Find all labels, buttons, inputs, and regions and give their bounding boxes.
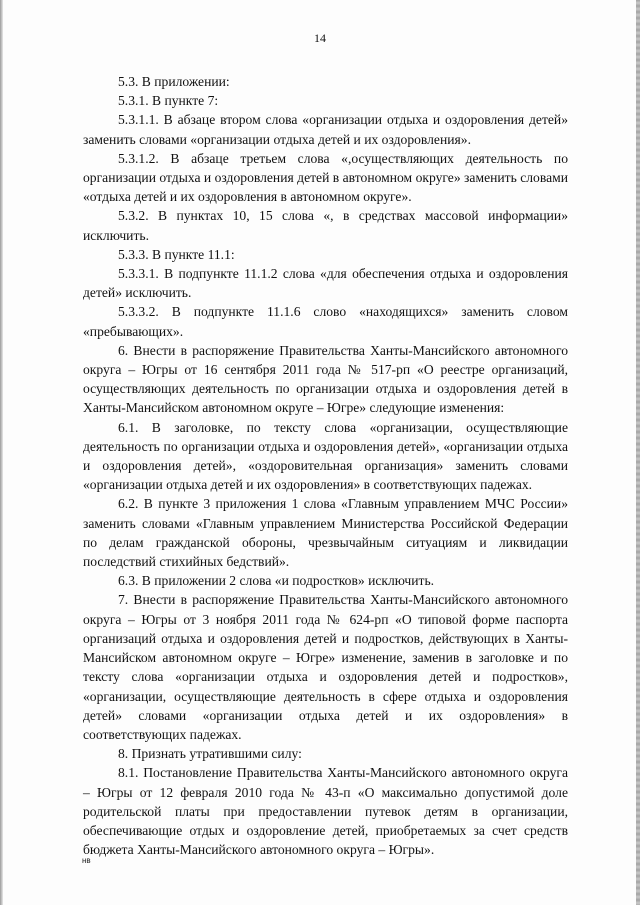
page-number: 14 <box>314 31 326 45</box>
paragraph-6-1: 6.1. В заголовке, по тексту слова «организации, осуществляющие деятельность по организации отдыха и оздоровления детей», «организации отдыха и оздоровления детей», «оздоровительная организация» заменить словами «организации отдыха детей и их оздоровления» в соответствующих падежах. <box>83 419 568 493</box>
paragraph-6-3: 6.3. В приложении 2 слова «и подростков» исключить. <box>118 573 435 589</box>
paragraph-7: 7. Внести в распоряжение Правительства Ханты-Мансийского автономного округа – Югры от 3 ноября 2011 года № 624-рп «О типовой форме паспорта организаций отдыха и оздоровления детей и подростков, действующих в Ханты-Мансийском автономном округе – Югре» изменение, заменив в заголовке и по тексту слова «организации отдыха и оздоровления детей и подростков», «организации, осуществляющие деятельность в сфере отдыха и оздоровления детей» словами «организации отдыха детей и их оздоровления» в соответствующих падежах. <box>83 592 568 742</box>
paragraph-8: 8. Признать утратившими силу: <box>118 746 302 762</box>
paragraph-5-3-3-2: 5.3.3.2. В подпункте 11.1.6 слово «находящихся» заменить словом «пребывающих». <box>83 304 568 339</box>
paragraph-5-3-1-2: 5.3.1.2. В абзаце третьем слова «,осуществляющих деятельность по организации отдыха и оздоровления детей в автономном округе» заменить словами «отдыха детей и их оздоровления в автономном округе». <box>83 150 568 205</box>
paragraph-8-1: 8.1. Постановление Правительства Ханты-Мансийского автономного округа – Югры от 12 февраля 2010 года № 43-п «О максимально допустимой доле родительской платы при предоставлении путевок детям в организации, обеспечивающие отдых и оздоровление детей, приобретаемых за счет средств бюджета Ханты-Мансийского автономного округа – Югры». <box>83 765 568 858</box>
paragraph-5-3-1-1: 5.3.1.1. В абзаце втором слова «организации отдыха и оздоровления детей» заменить словами «организации отдыха детей и их оздоровления». <box>83 112 568 147</box>
paragraph-5-3-1: 5.3.1. В пункте 7: <box>118 93 219 109</box>
paragraph-6-2: 6.2. В пункте 3 приложения 1 слова «Главным управлением МЧС России» заменить словами «Главным управлением Министерства Российской Федерации по делам гражданской обороны, чрезвычайным ситуациям и ликвидации последствий стихийных бедствий». <box>83 496 568 570</box>
paragraph-5-3: 5.3. В приложении: <box>118 74 230 89</box>
paragraph-5-3-3-1: 5.3.3.1. В подпункте 11.1.2 слова «для обеспечения отдыха и оздоровления детей» исключить. <box>83 266 568 301</box>
footer-code: нв <box>82 856 91 865</box>
paragraph-5-3-3: 5.3.3. В пункте 11.1: <box>118 246 235 262</box>
paragraph-5-3-2: 5.3.2. В пунктах 10, 15 слова «, в средствах массовой информации» исключить. <box>83 208 568 243</box>
scan-edge-right <box>636 0 640 905</box>
scan-edge-left <box>0 0 3 905</box>
document-body <box>83 72 568 859</box>
paragraph-6: 6. Внести в распоряжение Правительства Ханты-Мансийского автономного округа – Югры от 16 сентября 2011 года № 517-рп «О реестре организаций, осуществляющих деятельность по организации отдыха и оздоровления детей в Ханты-Мансийском автономном округе – Югре» следующие изменения: <box>83 342 568 416</box>
